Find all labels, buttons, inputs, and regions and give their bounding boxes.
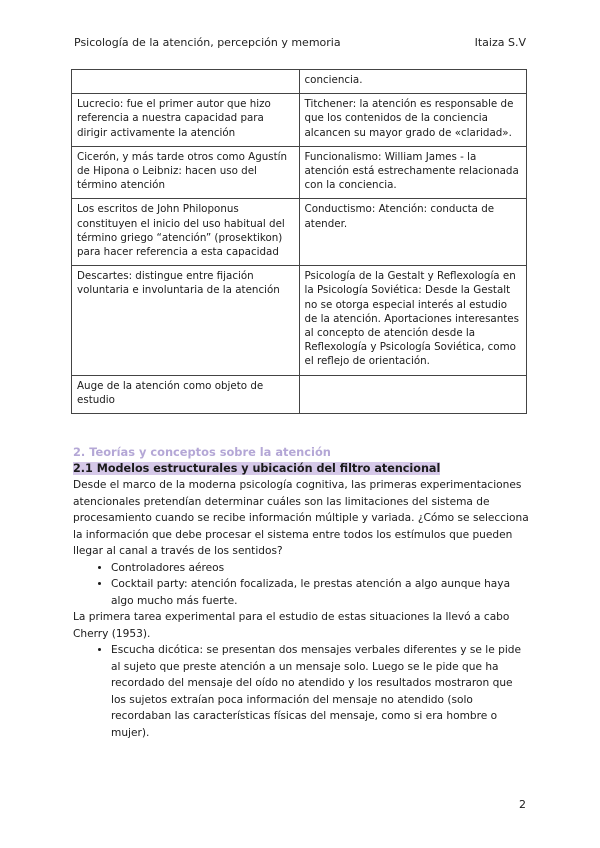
table-cell: Funcionalismo: William James - la atención está estrechamente relacionada con la conciencia. — [299, 146, 527, 199]
section-content — [73, 444, 529, 741]
table-row — [72, 94, 527, 147]
table-row — [72, 70, 527, 94]
bullet-list — [73, 560, 529, 610]
document-title: Psicología de la atención, percepción y memoria — [74, 36, 341, 49]
table-row — [72, 146, 527, 199]
subsection-heading-text: 2.1 Modelos estructurales y ubicación del filtro atencional — [73, 461, 441, 475]
table-cell: Auge de la atención como objeto de estudio — [72, 375, 300, 413]
table-cell: conciencia. — [299, 70, 527, 94]
table-cell: Descartes: distingue entre fijación voluntaria e involuntaria de la atención — [72, 266, 300, 375]
section-heading: 2. Teorías y conceptos sobre la atención — [73, 445, 331, 459]
table-row — [72, 199, 527, 266]
subsection-heading — [73, 461, 529, 478]
table-cell: Conductismo: Atención: conducta de atender. — [299, 199, 527, 266]
table-row — [72, 375, 527, 413]
list-item: • Cocktail party: atención focalizada, le prestas atención a algo aunque haya algo mucho más fuerte. — [111, 576, 529, 609]
table-cell: Lucrecio: fue el primer autor que hizo referencia a nuestra capacidad para dirigir activamente la atención — [72, 94, 300, 147]
table-cell: Los escritos de John Philoponus constituyen el inicio del uso habitual del término griego “atención” (prosektikon) para hacer referencia a esta capacidad — [72, 199, 300, 266]
intro-paragraph: Desde el marco de la moderna psicología cognitiva, las primeras experimentaciones atencionales pretendían determinar cuáles son las limitaciones del sistema de procesamiento cuando se recibe información múltiple y variada. ¿Cómo se selecciona la información que debe procesar el sistema entre todos los estímulos que pueden llegar al canal a través de los sentidos? — [73, 479, 529, 557]
page-number: 2 — [519, 798, 526, 811]
table-cell: Titchener: la atención es responsable de que los contenidos de la conciencia alcancen su mayor grado de «claridad». — [299, 94, 527, 147]
table-cell — [299, 375, 527, 413]
list-item: • Escucha dicótica: se presentan dos mensajes verbales diferentes y se le pide al sujeto que preste atención a un mensaje solo. Luego se le pide que ha recordado del mensaje del oído no atendido y los resultados mostraron que los sujetos extraían poca información del mensaje no atendido (solo recordaban las características físicas del mensaje, como si era hombre o mujer). — [111, 642, 529, 741]
list-item: • Controladores aéreos — [111, 560, 529, 577]
page-header — [74, 36, 526, 49]
history-table — [71, 69, 527, 414]
table-cell — [72, 70, 300, 94]
table-cell: Psicología de la Gestalt y Reflexología en la Psicología Soviética: Desde la Gestalt no se otorga especial interés al estudio de la atención. Aportaciones interesantes al concepto de atención desde la Reflexología y Psicología Soviética, como el reflejo de orientación. — [299, 266, 527, 375]
paragraph: La primera tarea experimental para el estudio de estas situaciones la llevó a cabo Cherry (1953). — [73, 611, 510, 640]
author-name: Itaiza S.V — [474, 36, 526, 49]
bullet-list — [73, 642, 529, 741]
table-cell: Cicerón, y más tarde otros como Agustín de Hipona o Leibniz: hacen uso del término atención — [72, 146, 300, 199]
table-row — [72, 266, 527, 375]
